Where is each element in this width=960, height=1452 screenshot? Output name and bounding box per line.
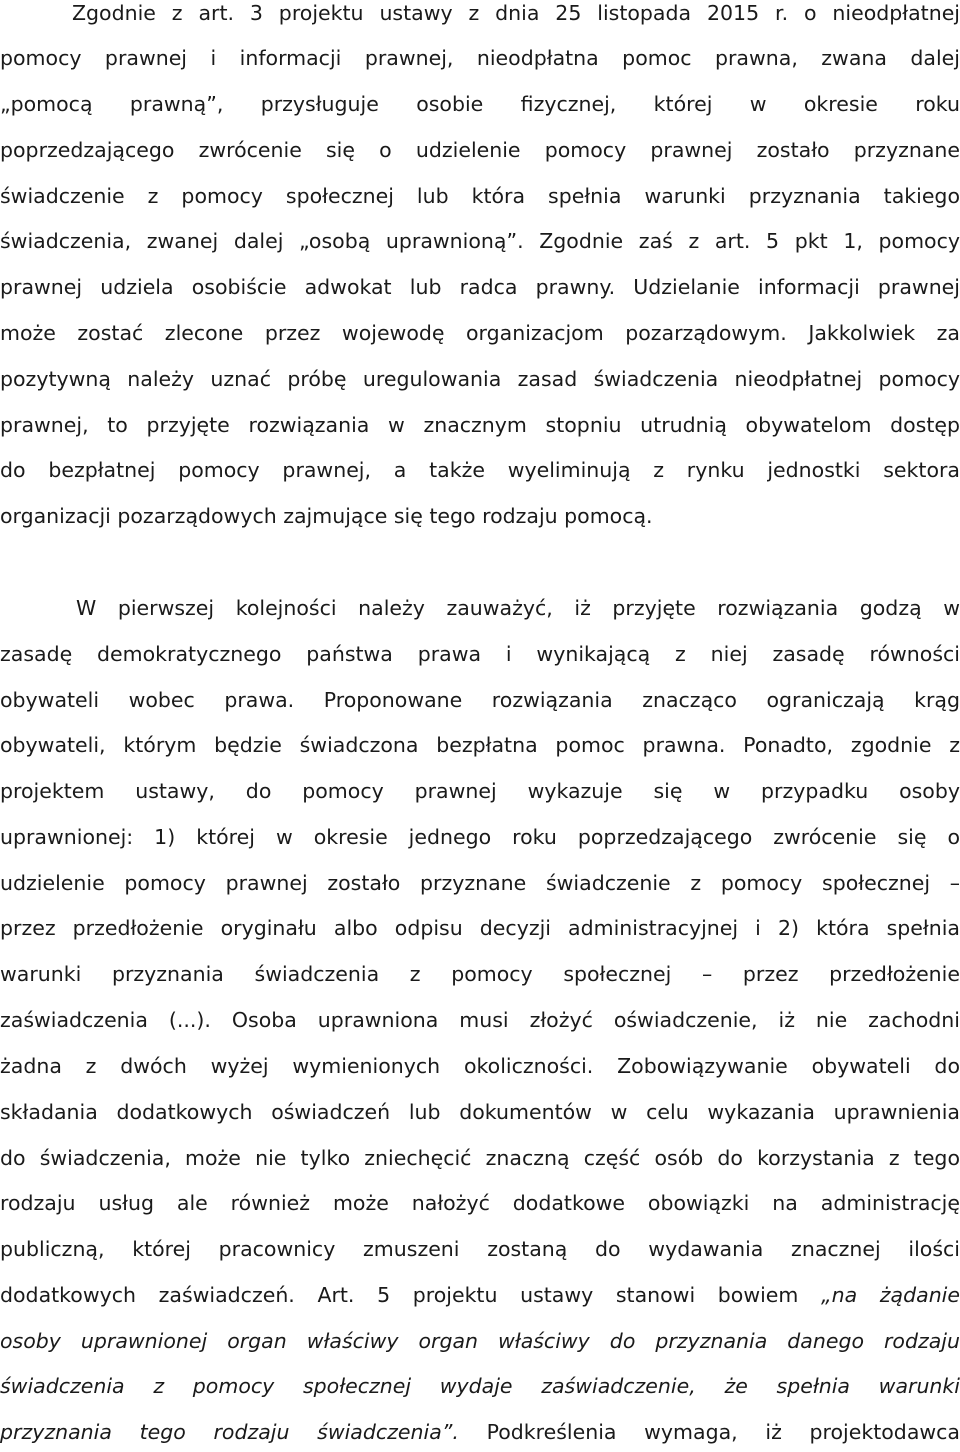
text-line: pozytywną należy uznać próbę uregulowania zasad świadczenia nieodpłatnej pomocy	[0, 367, 960, 391]
text-line: Zgodnie z art. 3 projektu ustawy z dnia 25 listopada 2015 r. o nieodpłatnej	[72, 1, 960, 25]
text-line: żadna z dwóch wyżej wymienionych okoliczności. Zobowiązywanie obywateli do	[0, 1054, 960, 1078]
text-line: prawnej, to przyjęte rozwiązania w znacznym stopniu utrudnią obywatelom dostęp	[0, 413, 960, 437]
text-line: projektem ustawy, do pomocy prawnej wykazuje się w przypadku osoby	[0, 779, 960, 803]
text-line: rodzaju usług ale również może nałożyć dodatkowe obowiązki na administrację	[0, 1191, 960, 1215]
quoted-text-line: osoby uprawnionej organ właściwy organ właściwy do przyznania danego rodzaju	[0, 1329, 960, 1353]
text-line: przez przedłożenie oryginału albo odpisu decyzji administracyjnej i 2) która spełnia	[0, 916, 960, 940]
text-line: pomocy prawnej i informacji prawnej, nieodpłatna pomoc prawna, zwana dalej	[0, 46, 960, 70]
quoted-text: „na żądanie	[821, 1283, 960, 1307]
text-line	[0, 1412, 960, 1452]
text-line: prawnej udziela osobiście adwokat lub radca prawny. Udzielanie informacji prawnej	[0, 275, 960, 299]
text-line: „pomocą prawną”, przysługuje osobie fizycznej, której w okresie roku	[0, 92, 960, 116]
text-line: zaświadczenia (...). Osoba uprawniona musi złożyć oświadczenie, iż nie zachodni	[0, 1008, 960, 1032]
text-line: organizacji pozarządowych zajmujące się tego rodzaju pomocą.	[0, 504, 653, 528]
text-line: udzielenie pomocy prawnej zostało przyznane świadczenie z pomocy społecznej –	[0, 871, 960, 895]
quoted-text: przyznania tego rodzaju świadczenia”.	[0, 1420, 459, 1444]
quoted-text-line: świadczenia z pomocy społecznej wydaje zaświadczenie, że spełnia warunki	[0, 1374, 960, 1398]
text-line: warunki przyznania świadczenia z pomocy społecznej – przez przedłożenie	[0, 962, 960, 986]
text-line: świadczenie z pomocy społecznej lub która spełnia warunki przyznania takiego	[0, 184, 960, 208]
text-line: może zostać zlecone przez wojewodę organizacjom pozarządowym. Jakkolwiek za	[0, 321, 960, 345]
text-line: obywateli wobec prawa. Proponowane rozwiązania znacząco ograniczają krąg	[0, 688, 960, 712]
text-line	[0, 1275, 960, 1315]
text-line: świadczenia, zwanej dalej „osobą uprawnioną”. Zgodnie zaś z art. 5 pkt 1, pomocy	[0, 229, 960, 253]
text-line: obywateli, którym będzie świadczona bezpłatna pomoc prawna. Ponadto, zgodnie z	[0, 733, 960, 757]
text-line: W pierwszej kolejności należy zauważyć, iż przyjęte rozwiązania godzą w	[76, 596, 960, 620]
text-line: zasadę demokratycznego państwa prawa i wynikającą z niej zasadę równości	[0, 642, 960, 666]
text-line: do świadczenia, może nie tylko zniechęcić znaczną część osób do korzystania z tego	[0, 1146, 960, 1170]
text-line: do bezpłatnej pomocy prawnej, a także wyeliminują z rynku jednostki sektora	[0, 458, 960, 482]
text-line: publiczną, której pracownicy zmuszeni zostaną do wydawania znacznej ilości	[0, 1237, 960, 1261]
text-line: poprzedzającego zwrócenie się o udzielenie pomocy prawnej zostało przyznane	[0, 138, 960, 162]
text-run: Podkreślenia wymaga, iż projektodawca	[486, 1420, 960, 1444]
text-run: dodatkowych zaświadczeń. Art. 5 projektu ustawy stanowi bowiem	[0, 1283, 799, 1307]
text-line: uprawnionej: 1) której w okresie jednego roku poprzedzającego zwrócenie się o	[0, 825, 960, 849]
text-line: składania dodatkowych oświadczeń lub dokumentów w celu wykazania uprawnienia	[0, 1100, 960, 1124]
